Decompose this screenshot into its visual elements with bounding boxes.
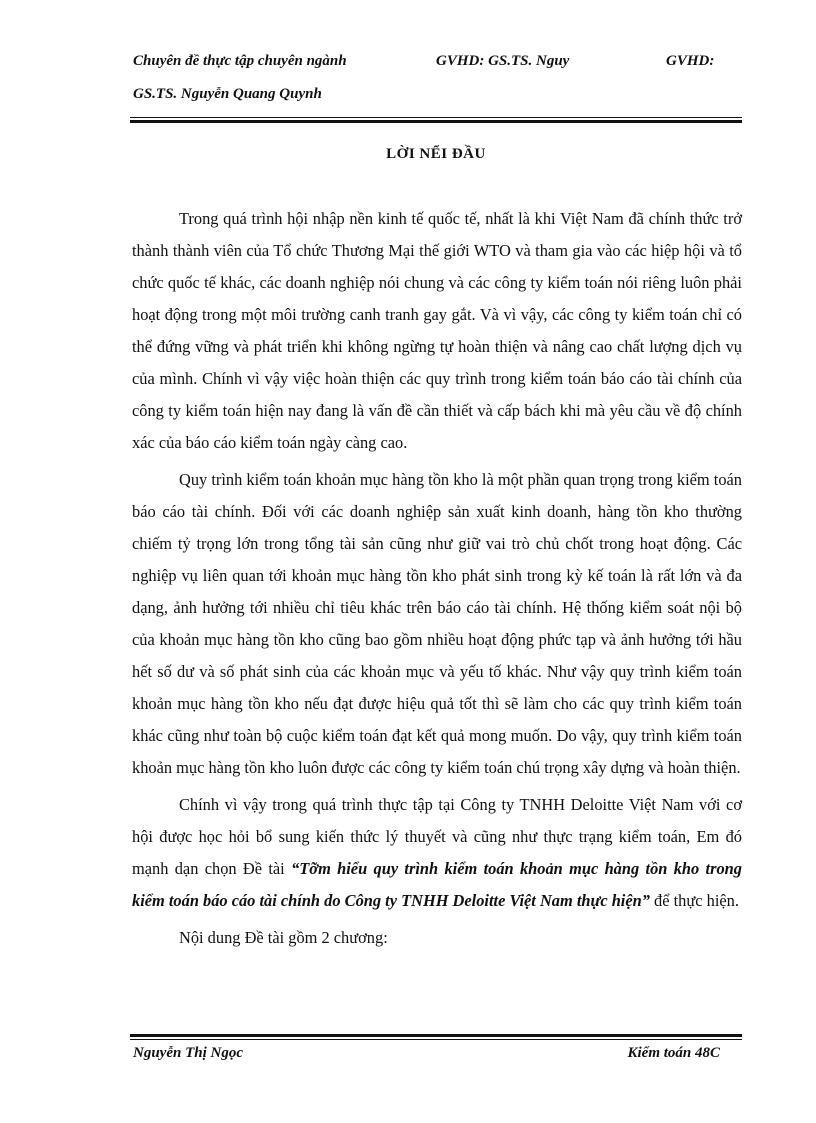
- paragraph-2: Quy trình kiểm toán khoản mục hàng tồn kho là một phần quan trọng trong kiểm toán báo cáo tài chính. Đối với các doanh nghiệp sản xuất kinh doanh, hàng tồn kho thường chiếm tỷ trọng lớn trong tổng tài sản cũng như giữ vai trò chủ chốt trong hoạt động. Các nghiệp vụ liên quan tới khoản mục hàng tồn kho phát sinh trong kỳ kế toán là rất lớn và đa dạng, ảnh hưởng tới nhiều chỉ tiêu khác trên báo cáo tài chính. Hệ thống kiểm soát nội bộ của khoản mục hàng tồn kho cũng bao gồm nhiều hoạt động phức tạp và ảnh hưởng tới hầu hết số dư và số phát sinh của các khoản mục và yếu tố khác. Như vậy quy trình kiểm toán khoản mục hàng tồn kho nếu đạt được hiệu quả tốt thì sẽ làm cho các quy trình kiểm toán khác cũng như toàn bộ cuộc kiểm toán đạt kết quả mong muốn. Do vậy, quy trình kiểm toán khoản mục hàng tồn kho luôn được các công ty kiểm toán chú trọng xây dựng và hoàn thiện.: [132, 470, 742, 777]
- paragraph-3-end: để thực hiện.: [649, 891, 739, 910]
- footer-class: Kiểm toán 48C: [627, 1045, 720, 1061]
- paragraph-1: Trong quá trình hội nhập nền kinh tế quốc tế, nhất là khi Việt Nam đã chính thức trở thành thành viên của Tổ chức Thương Mại thế giới WTO và tham gia vào các hiệp hội và tổ chức quốc tế khác, các doanh nghiệp nói chung và các công ty kiểm toán nói riêng luôn phải hoạt động trong một môi trường canh tranh gay gắt. Và vì vậy, các công ty kiểm toán chỉ có thể đứng vững và phát triển khi không ngừng tự hoàn thiện và nâng cao chất lượng dịch vụ của mình. Chính vì vậy việc hoàn thiện các quy trình trong kiểm toán báo cáo tài chính của công ty kiểm toán hiện nay đang là vấn đề cần thiết và cấp bách khi mà yêu cầu về độ chính xác của báo cáo kiểm toán ngày càng cao.: [132, 209, 742, 452]
- footer-author: Nguyễn Thị Ngọc: [133, 1045, 243, 1061]
- header-supervisor-name: GS.TS. Nguyễn Quang Quynh: [133, 86, 322, 102]
- paragraph-3-intro: Chính vì vậy trong quá trình thực tập tại Công ty TNHH Deloitte Việt Nam với cơ hội được học hỏi bổ sung kiến thức lý thuyết và cũng như thực trạng kiểm toán, Em đó mạnh dạn chọn Đề tài: [132, 795, 742, 878]
- header-supervisor-label-2: GVHD:: [666, 53, 715, 69]
- thesis-topic-title: “Tỡm hiểu quy trình kiểm toán khoản mục hàng tồn kho trong kiểm toán báo cáo tài chính do Công ty TNHH Deloitte Việt Nam thực hiện”: [132, 859, 742, 910]
- page-title: LỜI NỂI ĐẦU: [386, 146, 486, 162]
- document-body: [132, 203, 742, 959]
- footer-rule-thick: [130, 1034, 742, 1037]
- paragraph-4: Nội dung Đề tài gồm 2 chương:: [179, 928, 388, 947]
- header-course-title: Chuyên đề thực tập chuyên ngành: [133, 53, 347, 69]
- header-supervisor-label: GVHD: GS.TS. Nguy: [436, 53, 570, 69]
- footer-rule-thin: [130, 1039, 742, 1040]
- header-rule-thick: [130, 120, 742, 123]
- header-rule-thin: [130, 117, 742, 118]
- paragraph-3: [132, 789, 742, 917]
